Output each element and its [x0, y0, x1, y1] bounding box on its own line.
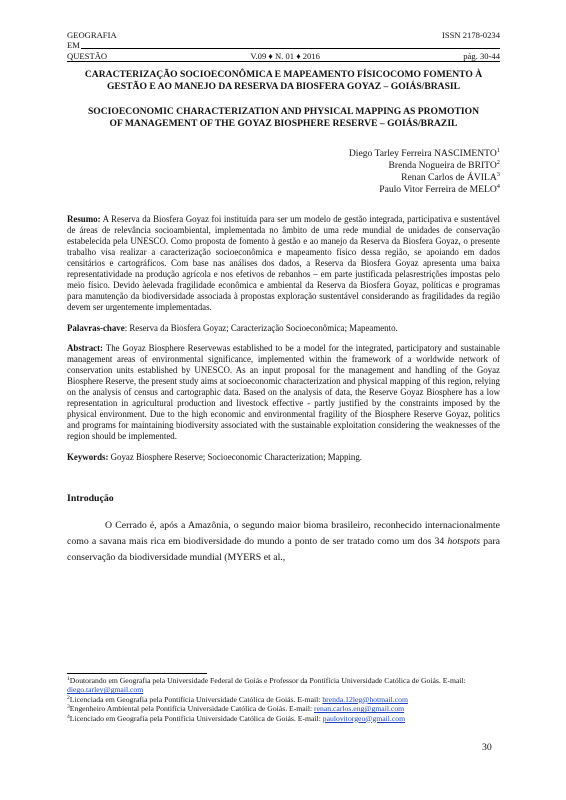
- intro-paragraph: O Cerrado é, após a Amazônia, o segundo maior bioma brasileiro, reconhecido internacionalmente como a savana mais rica em biodiversidade do mundo a ponto de ser tratado como um dos 34 hotspots para conservação da biodiversidade mundial (MYERS et al.,: [67, 519, 501, 563]
- running-header: [67, 30, 500, 61]
- author-list: [67, 148, 500, 197]
- page-number: 30: [482, 742, 492, 753]
- title-portuguese: CARACTERIZAÇÃO SOCIOECONÔMICA E MAPEAMENTO FÍSICOCOMO FOMENTO À GESTÃO E AO MANEJO DA RESERVA DA BIOSFERA GOYAZ – GOIÁS/BRASIL: [84, 69, 483, 92]
- section-heading-introducao: Introdução: [67, 492, 114, 504]
- author: Diego Tarley Ferreira NASCIMENTO$^1$: [348, 146, 500, 159]
- footnote: $^1$Doutorando em Geografia pela Universidade Federal de Goiás e Professor da Pontifícia Universidade Católica de Goiás. E-mail: diego.tarley@gmail.com: [67, 676, 466, 695]
- email-link[interactable]: paulovitorgeo@gmail.com: [322, 713, 406, 723]
- journal-name-line-3: QUESTÃO: [67, 50, 108, 61]
- article-page: [67, 30, 500, 566]
- keywords-text: Goyaz Biosphere Reserve; Socioeconomic Characterization; Mapping.: [108, 451, 363, 462]
- page-range: pág. 30-44: [463, 50, 500, 61]
- abstract-label: Abstract:: [67, 343, 103, 354]
- keywords: [67, 452, 500, 463]
- issn: ISSN 2178-0234: [441, 30, 500, 40]
- footnotes: [67, 676, 500, 723]
- abstract-text: The Goyaz Biosphere Reservewas established to be a model for the integrated, participatory and sustainable management areas of environmental significance, implemented within the framework of a worldwide network of conservation units established by UNESCO. As an input proposal for the management and handling of the Goyaz Biosphere Reserve, the present study aims at socioeconomic characterization and physical mapping of this region, relying on the analysis of census and cartographic data. Based on the analysis of data, the Reserve Goyaz Biosphere has a low representation in agricultural production and livestock effective - partly justified by the constraints imposed by the physical environment. Due to the high economic and environmental fragility of the Biosphere Reserve Goyaz, politics and programs for maintaining biodiversity associated with the sustainable exploitation considering the weaknesses of the region should be implemented.: [67, 343, 500, 441]
- keywords-label: Keywords:: [67, 451, 109, 462]
- author: Paulo Vitor Ferreira de MELO$^4$: [379, 183, 500, 196]
- journal-name-line-1: GEOGRAFIA: [67, 30, 117, 40]
- email-link[interactable]: brenda.12leg@hotmail.com: [322, 694, 408, 704]
- email-link[interactable]: renan.carlos.eng@gmail.com: [314, 704, 405, 714]
- header-underline: [81, 48, 500, 49]
- palavras-chave: [67, 323, 500, 334]
- footnote: $^3$Engenheiro Ambiental pela Pontifícia Universidade Católica de Goiás. E-mail: renan.carlos.eng@gmail.com: [67, 704, 405, 714]
- footnote: $^2$Licenciada em Geografia pela Pontifícia Universidade Católica de Goiás. E-mail: brenda.12leg@hotmail.com: [67, 694, 408, 704]
- palavras-chave-label: Palavras-chave: [67, 322, 125, 333]
- email-link[interactable]: diego.tarley@gmail.com: [67, 685, 144, 695]
- abstract: [67, 343, 500, 441]
- italic-term: hotspots: [447, 535, 481, 547]
- title-english: SOCIOECONOMIC CHARACTERIZATION AND PHYSICAL MAPPING AS PROMOTION OF MANAGEMENT OF THE GOYAZ BIOSPHERE RESERVE – GOIÁS/BRAZIL: [87, 106, 480, 129]
- resumo-text: A Reserva da Biosfera Goyaz foi instituída para ser um modelo de gestão integrada, participativa e sustentável de áreas de relevância socioambiental, implementada no âmbito de uma rede mundial de unidades de conservação estabelecida pela UNESCO. Como proposta de fomento à gestão e ao manejo da Reserva da Biosfera Goyaz, o presente trabalho visa realizar a caracterização socioeconômica e mapeamento físico dessa região, se apoiando em dados censitários e cartográficos. Com base nas análises dos dados, a Reserva da Biosfera Goyaz apresenta uma baixa representatividade na produção agrícola e nos efetivos de rebanhos – em parte justificada pelasrestrições impostas pelo meio físico. Devido àelevada fragilidade econômica e ambiental da Reserva da Biosfera Goyaz, políticas e programas para manutenção da biodiversidade associada à propostas exploração sustentável considerando as fragilidades da região devem ser urgentemente implementadas.: [67, 214, 500, 312]
- volume-issue: V.09 ♦ N. 01 ♦ 2016: [250, 50, 320, 61]
- header-rule: [67, 61, 500, 62]
- footnote-separator: [67, 673, 207, 674]
- author: Brenda Nogueira de BRITO$^2$: [388, 158, 500, 171]
- resumo: [67, 214, 500, 312]
- resumo-label: Resumo:: [67, 214, 101, 225]
- author: Renan Carlos de ÁVILA$^3$: [401, 171, 500, 183]
- footnote: $^4$Licenciado em Geografia pela Pontifícia Universidade Católica de Goiás. E-mail: paulovitorgeo@gmail.com: [67, 713, 406, 723]
- journal-name-line-2: EM: [67, 40, 80, 51]
- palavras-chave-text: : Reserva da Biosfera Goyaz; Caracterização Socioeconômica; Mapeamento.: [124, 322, 398, 333]
